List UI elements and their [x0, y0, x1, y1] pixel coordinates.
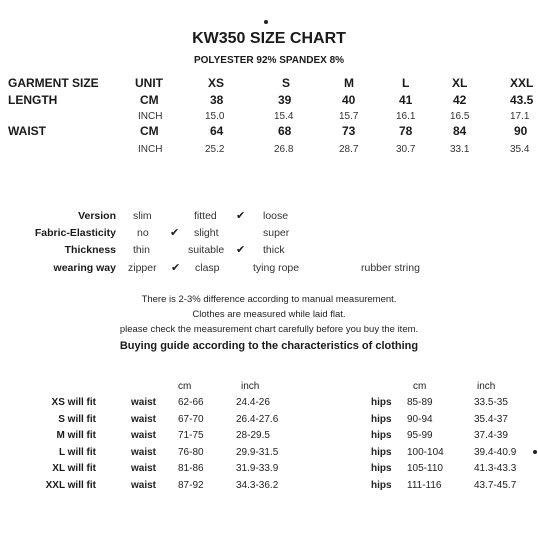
waist-label: WAIST	[8, 124, 46, 138]
guide-hips-cm: 111-116	[407, 479, 442, 491]
guide-hips-label: hips	[371, 413, 392, 425]
guide-size-label: M will fit	[56, 430, 96, 441]
version-label: Version	[78, 210, 116, 222]
guide-hips-cm: 105-110	[407, 463, 443, 474]
waist-cm-xs: 64	[210, 124, 224, 138]
length-inch-xl: 16.5	[450, 111, 470, 122]
guide-hips-label: hips	[371, 446, 392, 458]
note-line-2: Clothes are measured while laid flat.	[192, 309, 346, 320]
thickness-label: Thickness	[64, 244, 116, 256]
waist-inch-xl: 33.1	[450, 144, 470, 155]
waist-inch-s: 26.8	[274, 144, 294, 155]
waist-inch-xs: 25.2	[205, 144, 225, 155]
guide-waist-cm: 81-86	[178, 463, 204, 474]
guide-waist-label: waist	[131, 463, 157, 474]
guide-hips-inch: 43.7-45.7	[474, 479, 517, 491]
thickness-option-thin: thin	[133, 244, 150, 256]
length-inch-m: 15.7	[339, 111, 359, 122]
waist-cm-s: 68	[278, 124, 292, 138]
guide-hips-cm-header: cm	[413, 381, 427, 392]
length-unit-inch: INCH	[138, 111, 163, 122]
guide-size-label: XXL will fit	[45, 479, 96, 491]
guide-waist-cm: 71-75	[178, 430, 204, 441]
guide-size-label: XS will fit	[51, 397, 96, 408]
size-header-xxl: XXL	[510, 76, 534, 90]
thickness-option-thick: thick	[263, 244, 285, 256]
length-unit-cm: CM	[140, 93, 159, 107]
guide-waist-label: waist	[131, 430, 157, 441]
length-inch-xxl: 17.1	[510, 111, 530, 122]
elasticity-option-no: no	[137, 227, 149, 239]
elasticity-label: Fabric-Elasticity	[34, 227, 116, 239]
version-option-loose: loose	[263, 210, 289, 222]
length-cm-m: 40	[342, 93, 356, 107]
guide-size-label: L will fit	[58, 446, 96, 458]
guide-waist-cm: 87-92	[178, 479, 204, 491]
top-dot	[264, 20, 268, 24]
elasticity-option-slight: slight	[194, 227, 219, 239]
waist-unit-inch: INCH	[138, 144, 163, 155]
guide-hips-label: hips	[371, 430, 392, 441]
length-cm-s: 39	[278, 93, 292, 107]
version-option-fitted: fitted	[194, 210, 217, 222]
thickness-option-suitable: suitable	[188, 244, 225, 256]
length-inch-s: 15.4	[274, 111, 294, 122]
guide-waist-cm: 67-70	[178, 413, 204, 425]
unit-header: UNIT	[135, 76, 163, 90]
size-header-xl: XL	[452, 76, 468, 90]
version-check-icon: ✔	[236, 210, 246, 222]
wearing-option-clasp: clasp	[195, 262, 220, 274]
guide-hips-inch: 35.4-37	[474, 413, 508, 425]
guide-waist-inch-header: inch	[241, 381, 260, 392]
right-edge-dot	[533, 450, 537, 454]
guide-hips-cm: 95-99	[407, 430, 433, 441]
guide-waist-label: waist	[131, 446, 157, 458]
note-line-1: There is 2-3% difference according to manual measurement.	[141, 294, 397, 305]
waist-unit-cm: CM	[140, 124, 159, 138]
elasticity-option-super: super	[263, 227, 290, 239]
length-cm-l: 41	[399, 93, 413, 107]
guide-size-label: S will fit	[58, 413, 96, 425]
guide-hips-label: hips	[371, 463, 392, 474]
length-inch-xs: 15.0	[205, 111, 225, 122]
waist-cm-xxl: 90	[514, 124, 528, 138]
length-cm-xl: 42	[453, 93, 467, 107]
waist-inch-m: 28.7	[339, 144, 359, 155]
guide-waist-cm: 62-66	[178, 397, 204, 408]
length-cm-xs: 38	[210, 93, 224, 107]
chart-title: KW350 SIZE CHART	[192, 30, 346, 47]
guide-hips-inch-header: inch	[477, 381, 496, 392]
buying-guide-title: Buying guide according to the characteristics of clothing	[119, 340, 419, 352]
garment-size-header: GARMENT SIZE	[8, 76, 99, 90]
wearing-way-label: wearing way	[53, 262, 116, 274]
guide-hips-cm: 90-94	[407, 413, 433, 425]
elasticity-check-icon: ✔	[170, 227, 180, 239]
length-label: LENGTH	[8, 93, 58, 107]
guide-waist-cm-header: cm	[178, 381, 192, 392]
guide-waist-inch: 34.3-36.2	[236, 479, 279, 491]
wearing-option-zipper: zipper	[128, 262, 157, 274]
guide-hips-cm: 100-104	[407, 446, 444, 458]
guide-waist-label: waist	[131, 413, 157, 425]
version-option-slim: slim	[133, 210, 152, 222]
length-inch-l: 16.1	[396, 111, 416, 122]
size-header-l: L	[402, 76, 410, 90]
guide-waist-label: waist	[131, 397, 157, 408]
length-cm-xxl: 43.5	[510, 93, 534, 107]
size-header-m: M	[344, 76, 354, 90]
guide-hips-label: hips	[371, 479, 392, 491]
guide-hips-inch: 41.3-43.3	[474, 463, 517, 474]
guide-waist-inch: 31.9-33.9	[236, 463, 279, 474]
guide-hips-inch: 33.5-35	[474, 397, 508, 408]
thickness-check-icon: ✔	[236, 244, 246, 256]
wearing-option-tying-rope: tying rope	[253, 262, 300, 274]
guide-waist-inch: 29.9-31.5	[236, 446, 279, 458]
guide-hips-label: hips	[371, 397, 392, 408]
guide-hips-inch: 39.4-40.9	[474, 446, 517, 458]
guide-waist-cm: 76-80	[178, 446, 204, 458]
waist-cm-m: 73	[342, 124, 356, 138]
waist-cm-xl: 84	[453, 124, 467, 138]
guide-waist-inch: 26.4-27.6	[236, 413, 279, 425]
guide-hips-inch: 37.4-39	[474, 430, 508, 441]
size-header-xs: XS	[208, 76, 225, 90]
guide-waist-label: waist	[131, 479, 157, 491]
guide-hips-cm: 85-89	[407, 397, 433, 408]
note-line-3: please check the measurement chart carefully before you buy the item.	[119, 324, 419, 335]
wearing-check-icon: ✔	[171, 262, 181, 274]
waist-inch-xxl: 35.4	[510, 144, 530, 155]
guide-waist-inch: 28-29.5	[236, 430, 270, 441]
waist-cm-l: 78	[399, 124, 413, 138]
wearing-option-rubber-string: rubber string	[361, 262, 420, 274]
guide-size-label: XL will fit	[52, 463, 96, 474]
waist-inch-l: 30.7	[396, 144, 416, 155]
size-header-s: S	[282, 76, 291, 90]
guide-waist-inch: 24.4-26	[236, 397, 270, 408]
chart-subtitle: POLYESTER 92% SPANDEX 8%	[193, 55, 345, 66]
